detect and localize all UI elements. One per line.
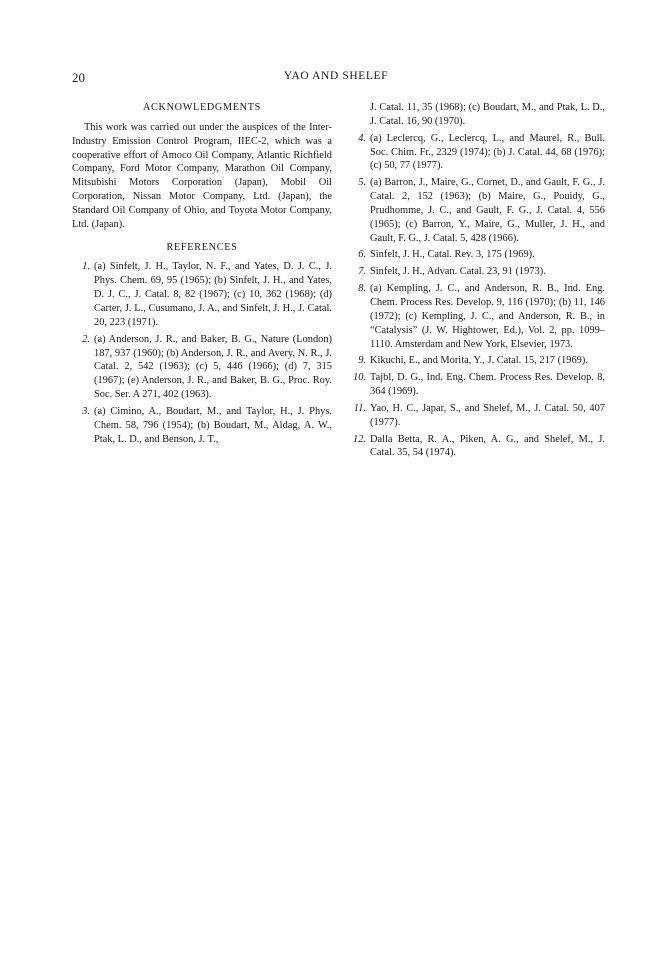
reference-4 (348, 132, 605, 174)
references-heading: REFERENCES (166, 241, 238, 253)
reference-number: 9. (358, 355, 366, 367)
reference-number: 5. (358, 177, 366, 189)
reference-5 (348, 176, 605, 245)
running-head: YAO AND SHELEF (283, 70, 389, 82)
reference-text: Dalla Betta, R. A., Piken, A. G., and Shelef, M., J. Catal. 35, 54 (1974). (370, 433, 605, 459)
reference-2 (72, 333, 332, 402)
reference-11 (348, 402, 605, 430)
acknowledgments-heading: ACKNOWLEDGMENTS (142, 102, 262, 113)
acknowledgments-text: This work was carried out under the auspices of the Inter-Industry Emission Control Program, IIEC-2, which was a cooperative effort of Amoco Oil Company, Atlantic Richfield Company, Ford Motor Company, Marathon Oil Company, Mitsubishi Motors Corporation (Japan), Mobil Oil Corporation, Nissan Motor Company, Ltd. (Japan), the Standard Oil Company of Ohio, and Toyota Motor Company, Ltd. (Japan). (72, 121, 332, 230)
reference-text: (a) Cimino, A., Boudart, M., and Taylor, H., J. Phys. Chem. 58, 796 (1954); (b) Boudart, M., Aldag, A. W., Ptak, L. D., and Benson, J. T., (94, 405, 332, 445)
reference-6 (348, 248, 605, 262)
reference-7 (348, 265, 605, 279)
reference-text: J. Catal. 11, 35 (1968); (c) Boudart, M., and Ptak, L. D., J. Catal. 16, 90 (1970). (370, 102, 605, 127)
left-column (72, 101, 332, 449)
reference-number: 12. (353, 433, 366, 445)
reference-number: 7. (358, 266, 366, 278)
reference-text: (a) Anderson, J. R., and Baker, B. G., Nature (London) 187, 937 (1960); (b) Anderson, J. R., and Avery, N. R., J. Catal. 2, 542 (1963); (c) 5, 446 (1966); (d) 7, 315 (1967); (e) Anderson, J. R., and Baker, B. G., Proc. Roy. Soc. Ser. A 271, 402 (1963). (94, 333, 332, 401)
reference-text: (a) Sinfelt, J. H., Taylor, N. F., and Yates, D. J. C., J. Phys. Chem. 69, 95 (1965); (b) Sinfelt, J. H., and Yates, D. J. C., J. Catal. 8, 82 (1967); (c) 10, 362 (1968); (d) Carter, J. L., Cusumano, J. A., and Sinfelt, J. H., J. Catal. 20, 223 (1971). (94, 261, 332, 328)
reference-text: Tajbl, D. G., Ind. Eng. Chem. Process Res. Develop. 8, 364 (1969). (370, 372, 605, 398)
reference-text: (a) Barron, J., Maire, G., Cornet, D., and Gault, F. G., J. Catal. 2, 152 (1963); (b) Maire, G., Pouidy, G., Prudhomme, J. C., and Gault, F. G., J. Catal. 4, 556 (1965); (c) Barron, Y., Maire, G., Muller, J. H., and Gault, F. G., J. Catal. 5, 428 (1966). (370, 177, 605, 244)
reference-list-left (72, 260, 332, 446)
reference-8 (348, 282, 605, 351)
reference-number (348, 101, 370, 129)
reference-number: 10. (353, 372, 366, 384)
right-column (348, 101, 605, 463)
reference-text: Yao, H. C., Japar, S., and Shelef, M., J. Catal. 50, 407 (1977). (370, 402, 605, 428)
reference-text: Sinfelt, J. H., Advan. Catal. 23, 91 (1973). (370, 266, 546, 278)
reference-10 (348, 371, 605, 399)
reference-1 (72, 260, 332, 329)
reference-number: 8. (358, 283, 366, 295)
reference-text: Kikuchi, E., and Morita, Y., J. Catal. 15, 217 (1969). (370, 355, 588, 367)
reference-9 (348, 354, 605, 368)
reference-number: 1. (82, 261, 90, 273)
page-number: 20 (72, 70, 85, 85)
reference-number: 6. (358, 249, 366, 261)
reference-3-continued (348, 101, 605, 129)
reference-number: 3. (82, 405, 90, 417)
reference-text: (a) Leclercq, G., Leclercq, L., and Maurel, R., Bull. Soc. Chim. Fr., 2329 (1974); (b) J. Catal. 44, 68 (1976); (c) 50, 77 (1977). (370, 132, 605, 172)
reference-number: 2. (82, 333, 90, 345)
reference-3 (72, 405, 332, 447)
reference-number: 11. (353, 402, 366, 414)
reference-text: (a) Kempling, J. C., and Anderson, R. B., Ind. Eng. Chem. Process Res. Develop. 9, 116 (1970); (b) 11, 146 (1972); (c) Kempling, J. C., and Anderson, R. B., in “Catalysis” (J. W. Hightower, Ed.), Vol. 2, pp. 1099–1110. Amsterdam and New York, Elsevier, 1973. (370, 283, 605, 350)
reference-text: Sinfelt, J. H., Catal. Rev. 3, 175 (1969). (370, 249, 535, 261)
reference-list-right (348, 101, 605, 460)
reference-12 (348, 433, 605, 461)
reference-number: 4. (358, 132, 366, 144)
